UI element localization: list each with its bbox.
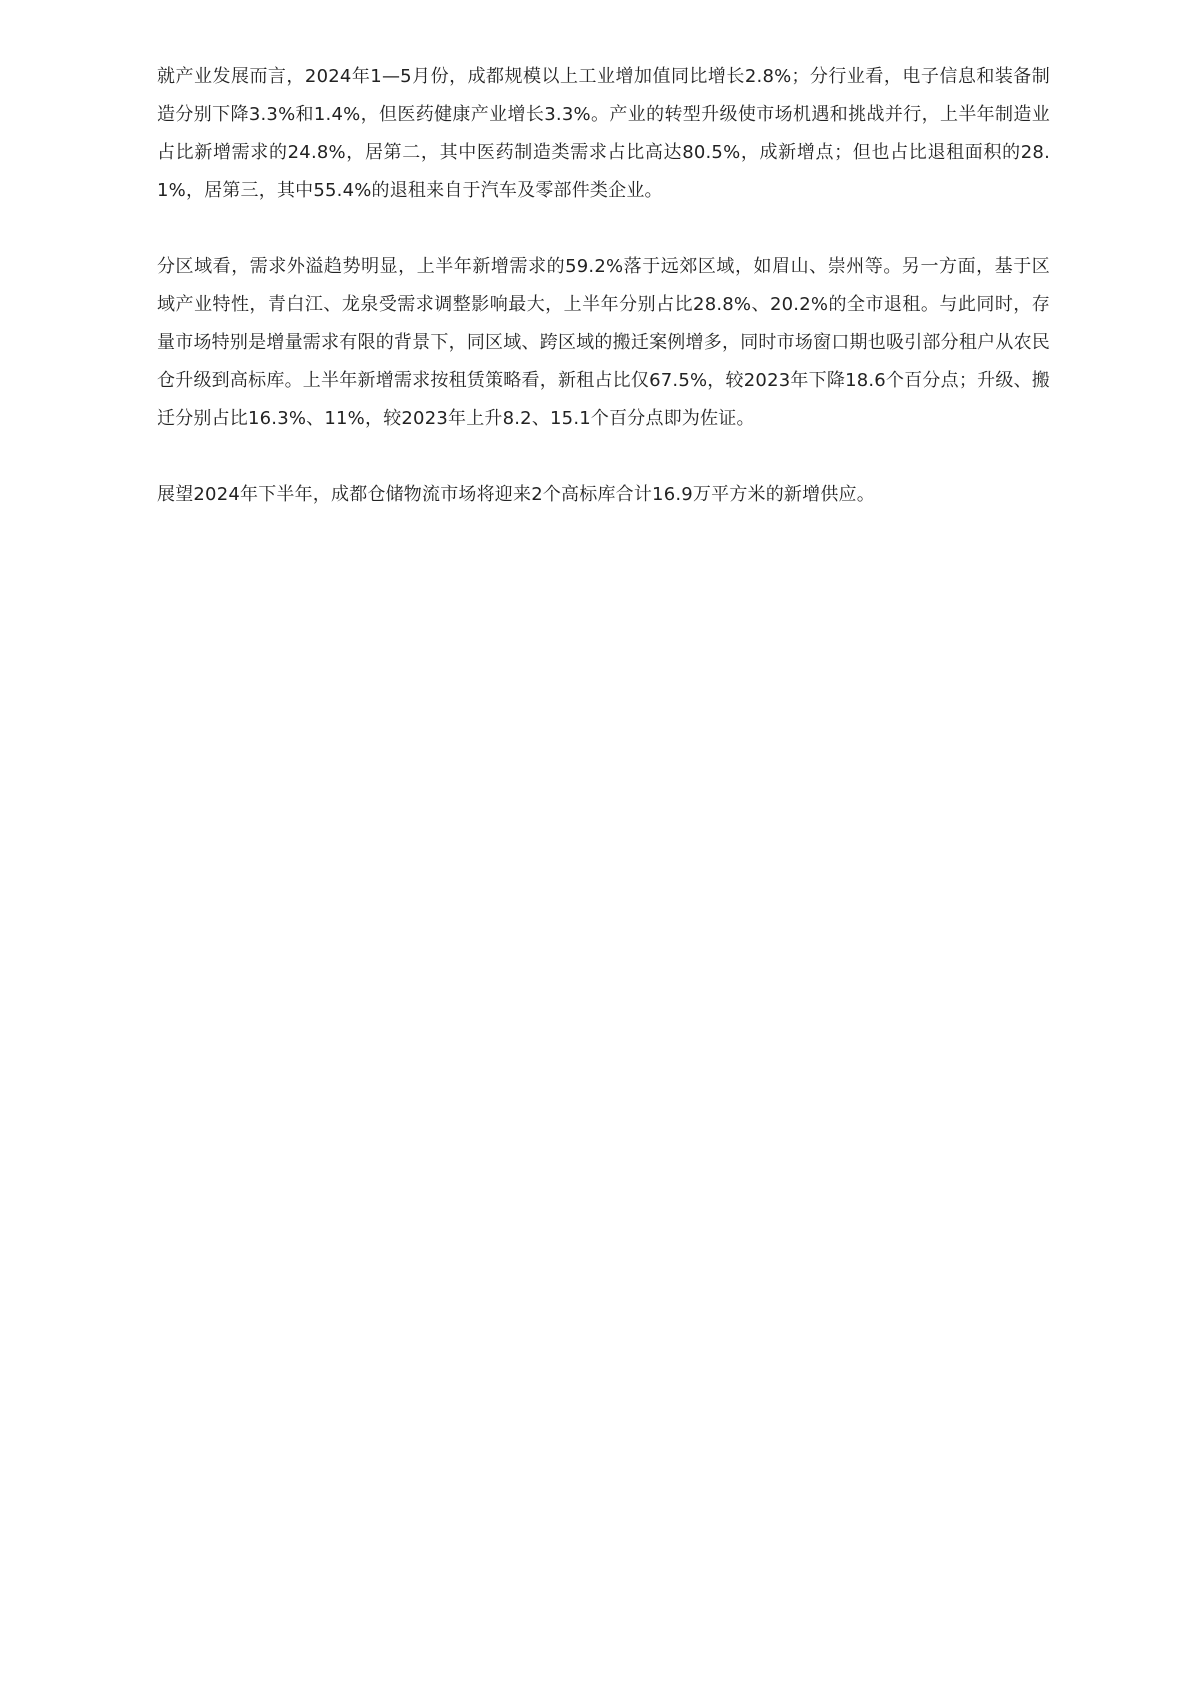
- document-body: [157, 58, 1050, 552]
- paragraph-regional: 分区域看，需求外溢趋势明显，上半年新增需求的59.2%落于远郊区域，如眉山、崇州等。另一方面，基于区域产业特性，青白江、龙泉受需求调整影响最大，上半年分别占比28.8%、20.2%的全市退租。与此同时，存量市场特别是增量需求有限的背景下，同区域、跨区域的搬迁案例增多，同时市场窗口期也吸引部分租户从农民仓升级到高标库。上半年新增需求按租赁策略看，新租占比仅67.5%，较2023年下降18.6个百分点；升级、搬迁分别占比16.3%、11%，较2023年上升8.2、15.1个百分点即为佐证。: [157, 256, 1050, 429]
- paragraph-industry: 就产业发展而言，2024年1—5月份，成都规模以上工业增加值同比增长2.8%；分行业看，电子信息和装备制造分别下降3.3%和1.4%，但医药健康产业增长3.3%。产业的转型升级使市场机遇和挑战并行，上半年制造业占比新增需求的24.8%，居第二，其中医药制造类需求占比高达80.5%，成新增点；但也占比退租面积的28.1%，居第三，其中55.4%的退租来自于汽车及零部件类企业。: [157, 66, 1050, 201]
- paragraph-outlook: 展望2024年下半年，成都仓储物流市场将迎来2个高标库合计16.9万平方米的新增供应。: [157, 484, 875, 505]
